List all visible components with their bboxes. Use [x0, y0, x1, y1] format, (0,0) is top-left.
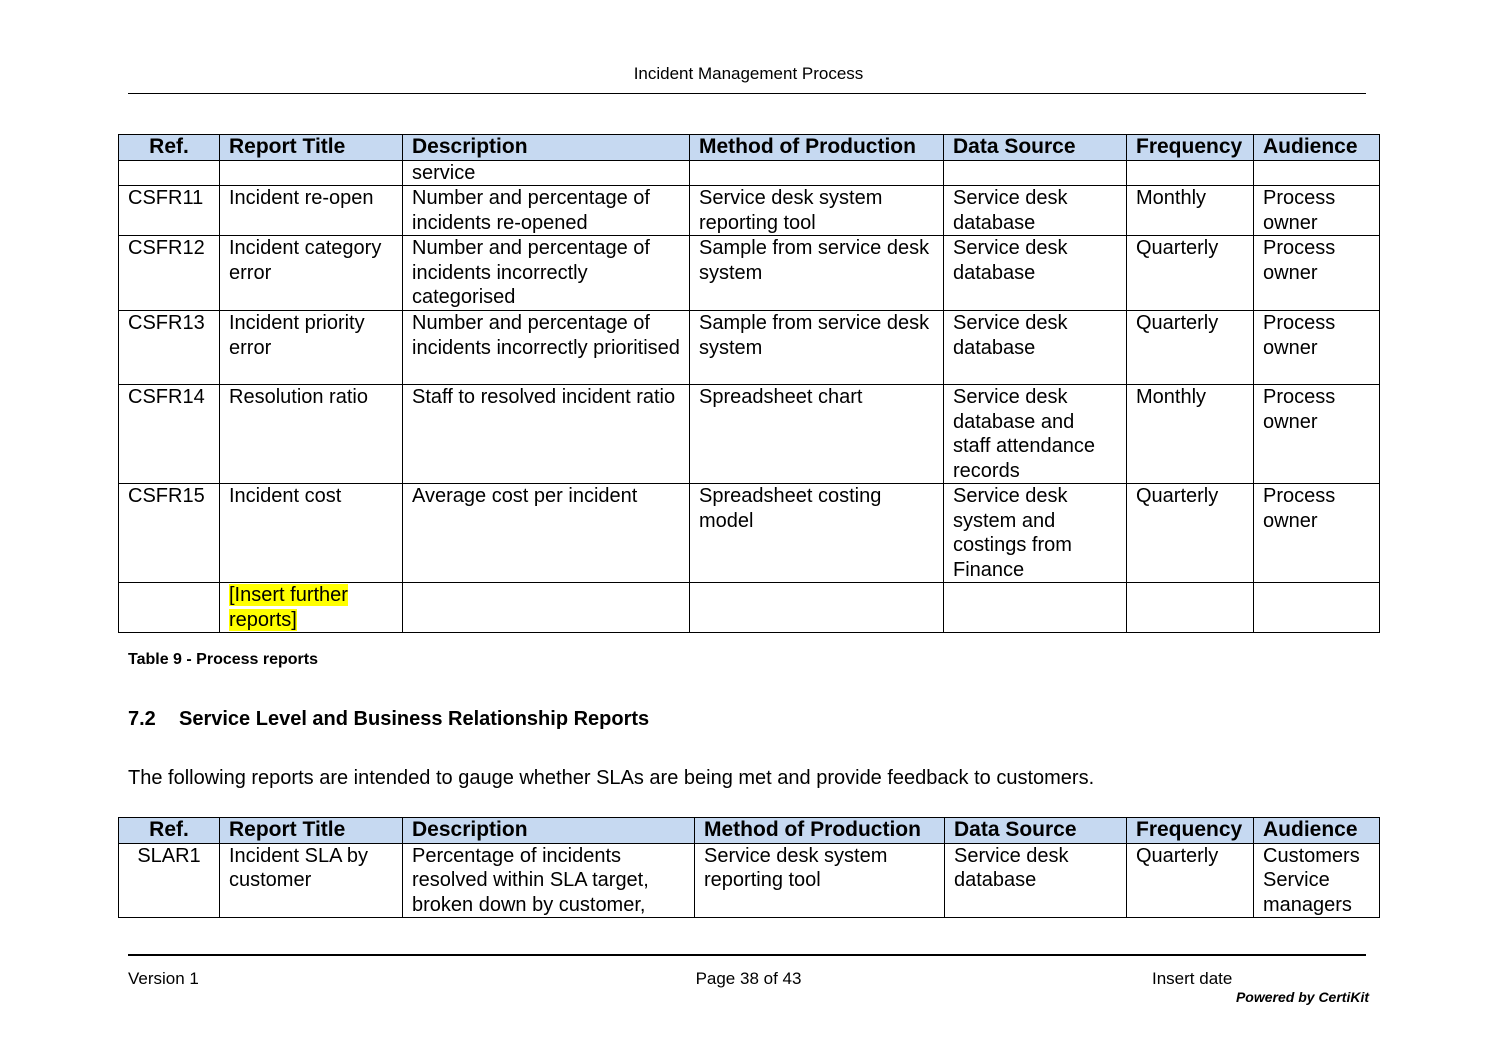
table-row	[119, 186, 1380, 236]
cell-ref	[119, 160, 220, 186]
cell-ref	[119, 583, 220, 633]
cell-ref: CSFR15	[119, 484, 220, 583]
column-header-description: Description	[403, 818, 695, 844]
footer-brand: Powered by CertiKit	[1235, 989, 1369, 1005]
cell-audience: Process owner	[1254, 236, 1380, 311]
footer-version: Version 1	[128, 969, 199, 988]
column-header-frequency: Frequency	[1127, 135, 1254, 161]
footer-divider	[128, 954, 1366, 956]
column-header-data-source: Data Source	[945, 818, 1127, 844]
column-header-method: Method of Production	[690, 135, 944, 161]
cell-audience	[1254, 160, 1380, 186]
cell-method: Spreadsheet chart	[690, 385, 944, 484]
table-row	[119, 311, 1380, 385]
cell-data-source: Service desk database	[944, 236, 1127, 311]
cell-description: Number and percentage of incidents incorrectly prioritised	[403, 311, 690, 385]
intro-paragraph: The following reports are intended to gauge whether SLAs are being met and provide feedback to customers.	[128, 767, 1095, 789]
cell-description: Average cost per incident	[403, 484, 690, 583]
column-header-audience: Audience	[1254, 135, 1380, 161]
cell-data-source	[944, 583, 1127, 633]
section-heading	[128, 708, 649, 731]
column-header-data-source: Data Source	[944, 135, 1127, 161]
cell-frequency: Quarterly	[1127, 311, 1254, 385]
cell-data-source: Service desk database and staff attendance records	[944, 385, 1127, 484]
cell-data-source: Service desk database	[944, 186, 1127, 236]
cell-method	[690, 583, 944, 633]
cell-report-title: Incident cost	[220, 484, 403, 583]
cell-frequency: Quarterly	[1127, 484, 1254, 583]
sla-reports-table	[118, 817, 1380, 918]
cell-audience: Process owner	[1254, 186, 1380, 236]
column-header-ref: Ref.	[119, 818, 220, 844]
table-caption: Table 9 - Process reports	[128, 651, 318, 668]
placeholder-highlight: [Insert further reports]	[229, 584, 348, 631]
cell-audience: Process owner	[1254, 311, 1380, 385]
table-row	[119, 484, 1380, 583]
column-header-audience: Audience	[1254, 818, 1380, 844]
cell-audience	[1254, 583, 1380, 633]
cell-report-title: Incident re-open	[220, 186, 403, 236]
cell-report-title: Incident priority error	[220, 311, 403, 385]
footer-date: Insert date	[1152, 969, 1233, 988]
column-header-method: Method of Production	[695, 818, 945, 844]
cell-method: Service desk system reporting tool	[695, 843, 945, 918]
table-row	[119, 583, 1380, 633]
table-row	[119, 843, 1380, 918]
cell-description: service	[403, 160, 690, 186]
cell-description: Number and percentage of incidents incorrectly categorised	[403, 236, 690, 311]
cell-data-source: Service desk system and costings from Finance	[944, 484, 1127, 583]
cell-ref: CSFR11	[119, 186, 220, 236]
cell-description	[403, 583, 690, 633]
cell-ref: CSFR12	[119, 236, 220, 311]
cell-data-source	[944, 160, 1127, 186]
cell-report-title	[220, 160, 403, 186]
cell-frequency: Monthly	[1127, 186, 1254, 236]
column-header-ref: Ref.	[119, 135, 220, 161]
cell-frequency: Quarterly	[1127, 236, 1254, 311]
table-row	[119, 385, 1380, 484]
cell-report-title: Incident category error	[220, 236, 403, 311]
cell-description: Staff to resolved incident ratio	[403, 385, 690, 484]
cell-frequency	[1127, 160, 1254, 186]
cell-audience: Process owner	[1254, 385, 1380, 484]
cell-report-title: Incident SLA by customer	[220, 843, 403, 918]
table-header-row	[119, 818, 1380, 844]
process-reports-table	[118, 134, 1380, 633]
column-header-frequency: Frequency	[1127, 818, 1254, 844]
cell-method: Service desk system reporting tool	[690, 186, 944, 236]
cell-method	[690, 160, 944, 186]
cell-frequency: Monthly	[1127, 385, 1254, 484]
cell-description: Percentage of incidents resolved within SLA target, broken down by customer,	[403, 843, 695, 918]
cell-frequency: Quarterly	[1127, 843, 1254, 918]
table-row	[119, 160, 1380, 186]
cell-ref: CSFR13	[119, 311, 220, 385]
column-header-description: Description	[403, 135, 690, 161]
cell-audience: Customers Service managers	[1254, 843, 1380, 918]
section-title: Service Level and Business Relationship Reports	[179, 708, 650, 730]
column-header-report-title: Report Title	[220, 818, 403, 844]
column-header-report-title: Report Title	[220, 135, 403, 161]
cell-method: Sample from service desk system	[690, 311, 944, 385]
cell-data-source: Service desk database	[945, 843, 1127, 918]
table-header-row	[119, 135, 1380, 161]
table-row	[119, 236, 1380, 311]
cell-method: Sample from service desk system	[690, 236, 944, 311]
cell-description: Number and percentage of incidents re-opened	[403, 186, 690, 236]
cell-audience: Process owner	[1254, 484, 1380, 583]
cell-ref: CSFR14	[119, 385, 220, 484]
cell-report-title	[220, 583, 403, 633]
cell-report-title: Resolution ratio	[220, 385, 403, 484]
footer-page-number: Page 38 of 43	[695, 969, 802, 988]
cell-ref: SLAR1	[119, 843, 220, 918]
document-header-title: Incident Management Process	[633, 64, 864, 83]
cell-method: Spreadsheet costing model	[690, 484, 944, 583]
section-number: 7.2	[128, 708, 156, 730]
cell-frequency	[1127, 583, 1254, 633]
cell-data-source: Service desk database	[944, 311, 1127, 385]
header-divider	[128, 93, 1366, 94]
